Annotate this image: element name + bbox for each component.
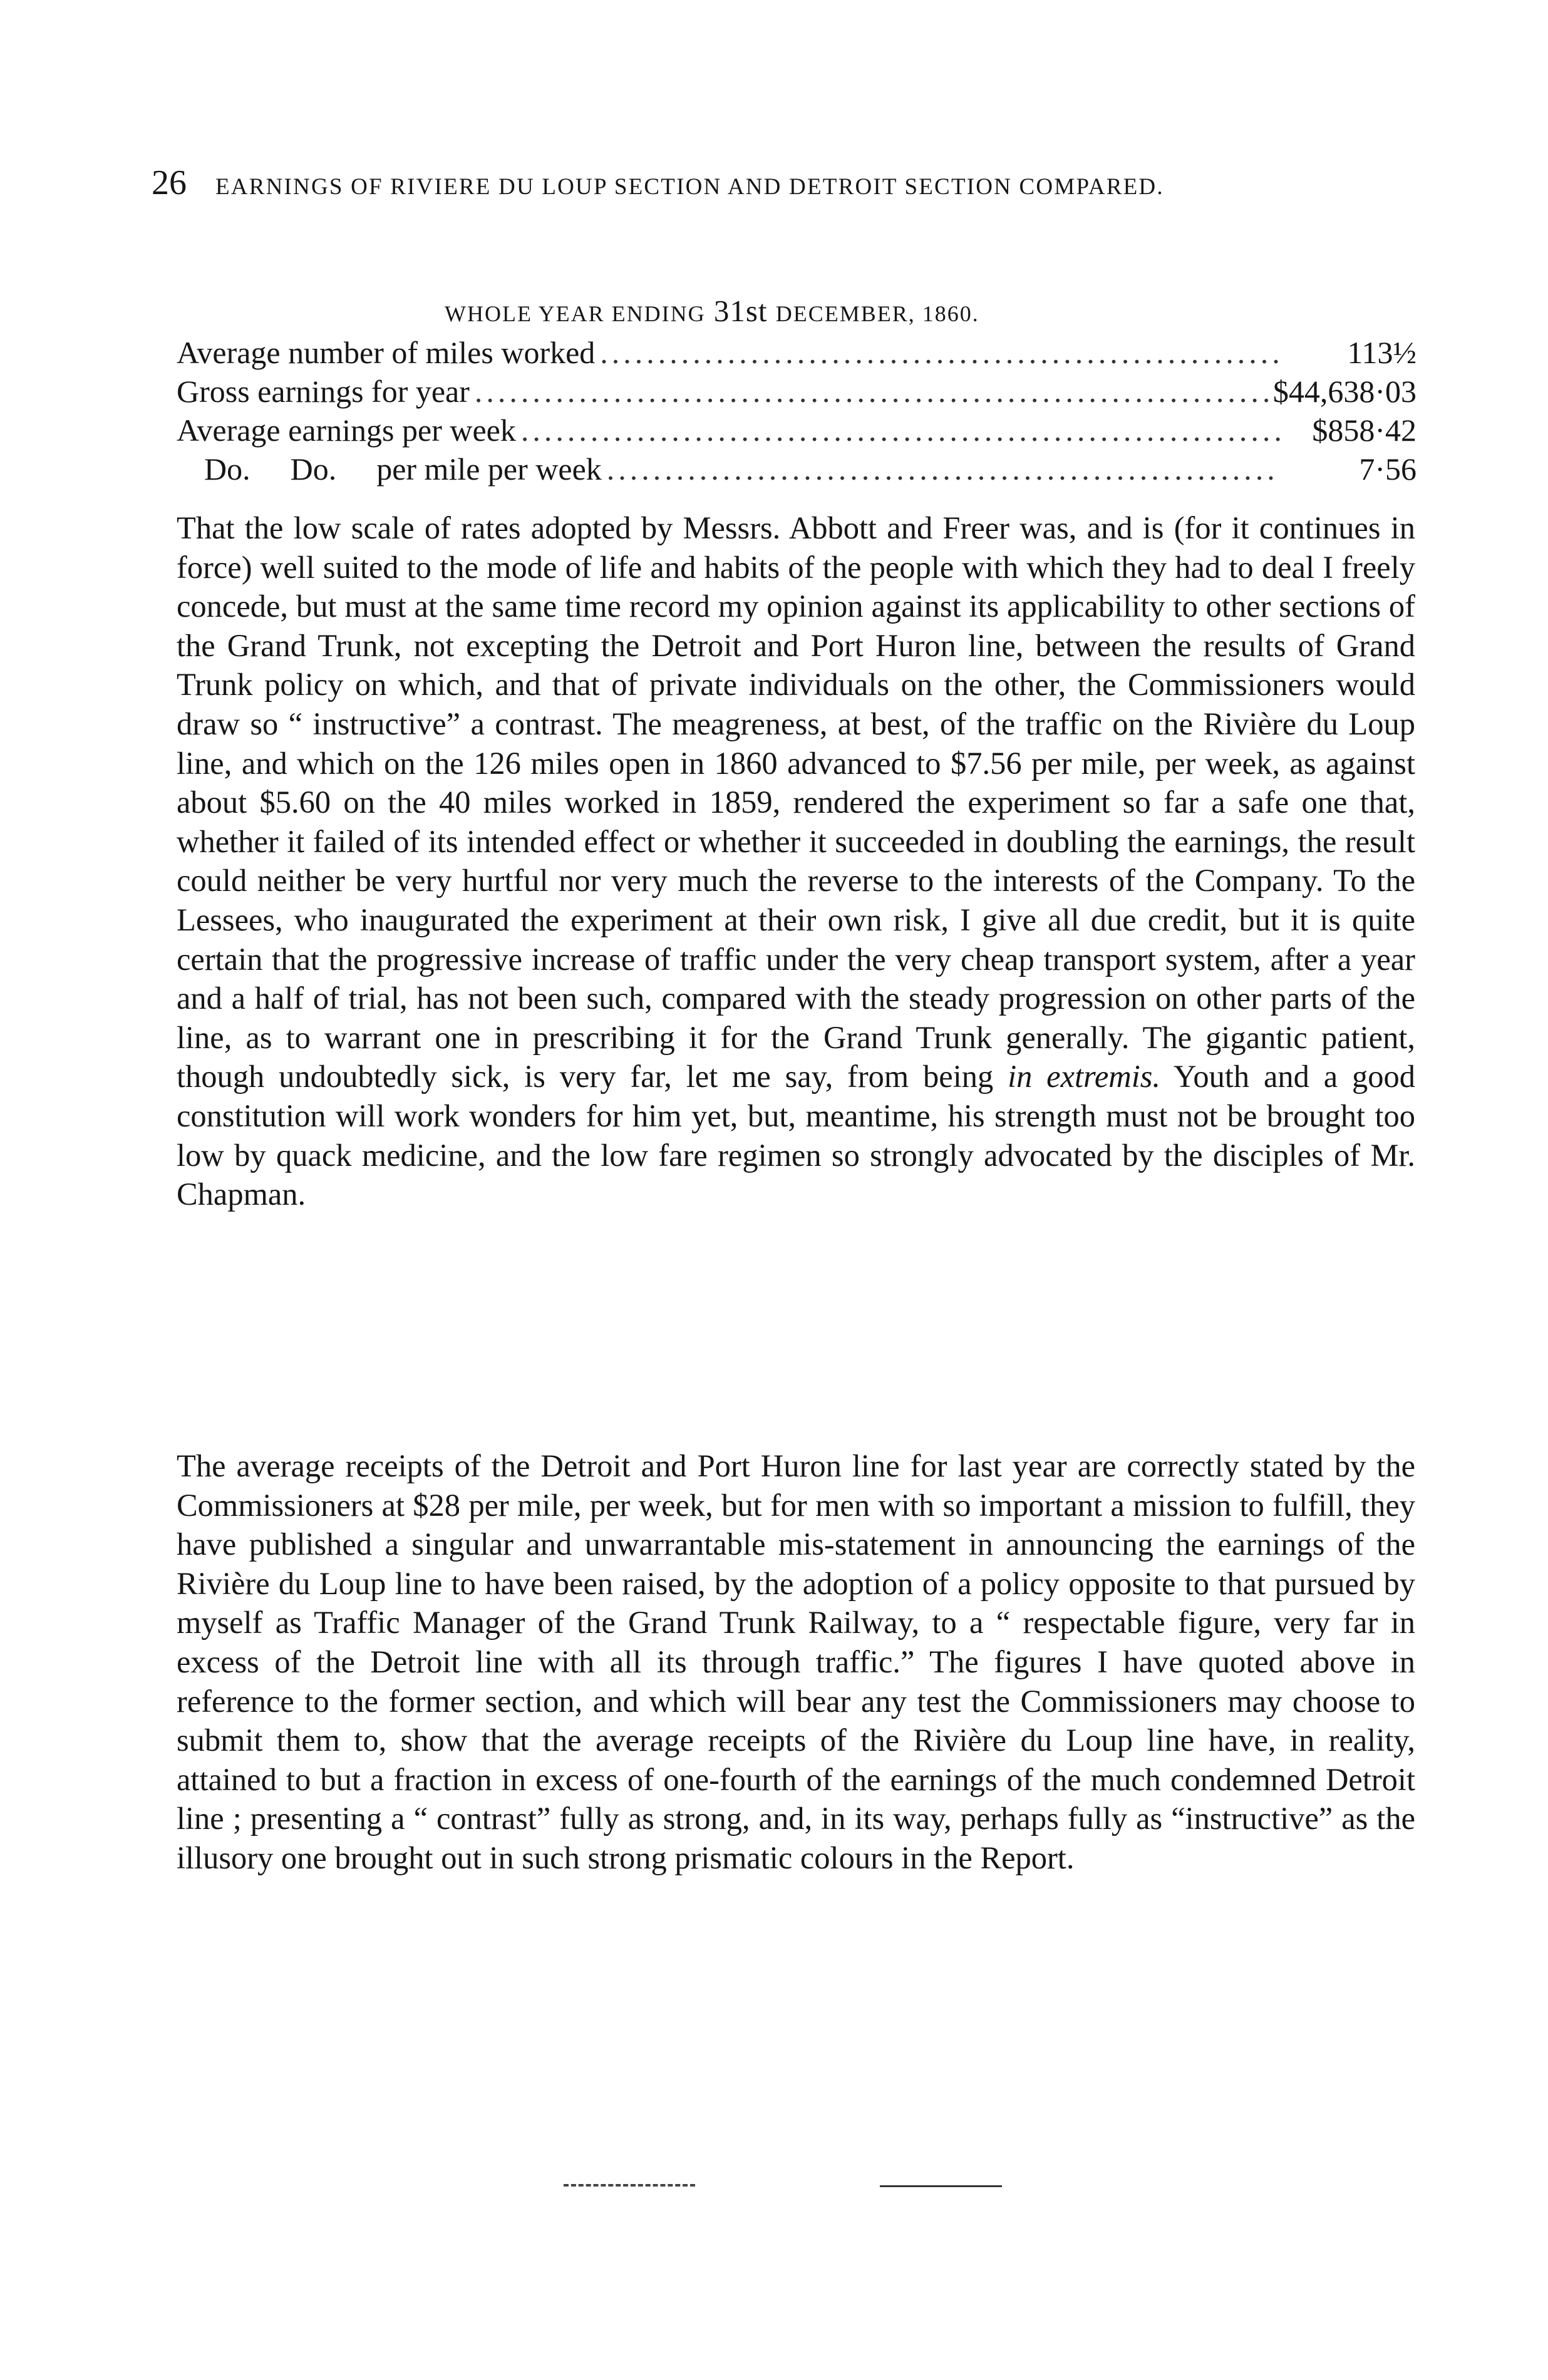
paragraph-text: Youth and a good constitution will work wonders for him yet, but, meantime, his strength must not be brought too low by quack medicine, and the low fare regimen so strongly advocated by the disciples of Mr. Chapman. [177, 1059, 1415, 1212]
row-value: $858·42 [1312, 413, 1416, 448]
table-row [177, 450, 1416, 488]
page-header [152, 164, 1404, 202]
dashed-rule [564, 2184, 695, 2187]
row-value: $44,638·03 [1272, 374, 1416, 409]
running-head: EARNINGS OF RIVIERE DU LOUP SECTION AND DETROIT SECTION COMPARED. [215, 174, 1164, 200]
ditto-mark: Do. [204, 451, 250, 487]
body-paragraph [177, 1446, 1415, 1878]
table-row [177, 333, 1416, 372]
row-label: Gross earnings for year [177, 374, 470, 409]
row-label [177, 450, 602, 488]
table-heading-date: 31st [713, 294, 768, 328]
page-number: 26 [152, 163, 187, 202]
paragraph-text: That the low scale of rates adopted by Messrs. Abbott and Freer was, and is (for it continues in force) well suited to the mode of life and habits of the people with which they had to deal I freely concede, but must at the same time record my opinion against its applicability to other sections of the Grand Trunk, not excepting the Detroit and Port Huron line, between the results of Grand Trunk policy on which, and that of private individuals on the other, the Commissioners would draw so “ instructive” a contrast. The meagreness, at best, of the traffic on the Rivière du Loup line, and which on the 126 miles open in 1860 advanced to $7.56 per mile, per week, as against about $5.60 on the 40 miles worked in 1859, rendered the experiment so far a safe one that, whether it failed of its intended effect or whether it succeeded in doubling the earnings, the result could neither be very hurtful nor very much the reverse to the interests of the Company. To the Lessees, who inaugurated the experiment at their own risk, I give all due credit, but it is quite certain that the progressive increase of traffic under the very cheap transport system, after a year and a half of trial, has not been such, compared with the steady progression on other parts of the line, as to warrant one in prescribing it for the Grand Trunk generally. The gigantic patient, though undoubtedly sick, is very far, let me say, from being [177, 510, 1415, 1095]
dot-leader [607, 450, 1280, 488]
dot-leader [600, 333, 1280, 372]
table-row [177, 372, 1416, 411]
ditto-mark: Do. [290, 451, 337, 487]
table-row [177, 411, 1416, 450]
paragraph-italic-text: in extremis. [1008, 1059, 1161, 1095]
table-heading-prefix: WHOLE YEAR ENDING [445, 301, 706, 326]
paragraph-text: The average receipts of the Detroit and Port Huron line for last year are correctly stated by the Commissioners at $28 per mile, per week, but for men with so important a mission to fulfill, they have published a singular and unwarrantable mis-statement in announcing the earnings of the Rivière du Loup line to have been raised, by the adoption of a policy opposite to that pursued by myself as Traffic Manager of the Grand Trunk Railway, to a “ respectable figure, very far in excess of the Detroit line with all its through traffic.” The figures I have quoted above in reference to the former section, and which will bear any test the Commissioners may choose to submit them to, show that the average receipts of the Rivière du Loup line have, in reality, attained to but a fraction in excess of one-fourth of the earnings of the much condemned Detroit line ; presenting a “ contrast” fully as strong, and, in its way, perhaps fully as “instructive” as the illusory one brought out in such strong prismatic colours in the Report. [177, 1448, 1415, 1875]
earnings-table [177, 333, 1416, 488]
row-label-text: per mile per week [376, 451, 602, 487]
table-heading [445, 293, 979, 329]
dot-leader [521, 411, 1280, 450]
row-label: Average number of miles worked [177, 335, 596, 370]
row-value: 113½ [1347, 335, 1416, 370]
dot-leader [475, 372, 1268, 411]
row-value: 7·56 [1359, 451, 1416, 487]
table-heading-month-year: DECEMBER, 1860. [775, 301, 979, 326]
body-paragraph [177, 508, 1415, 1214]
row-label: Average earnings per week [177, 413, 516, 448]
solid-rule [880, 2185, 1002, 2187]
